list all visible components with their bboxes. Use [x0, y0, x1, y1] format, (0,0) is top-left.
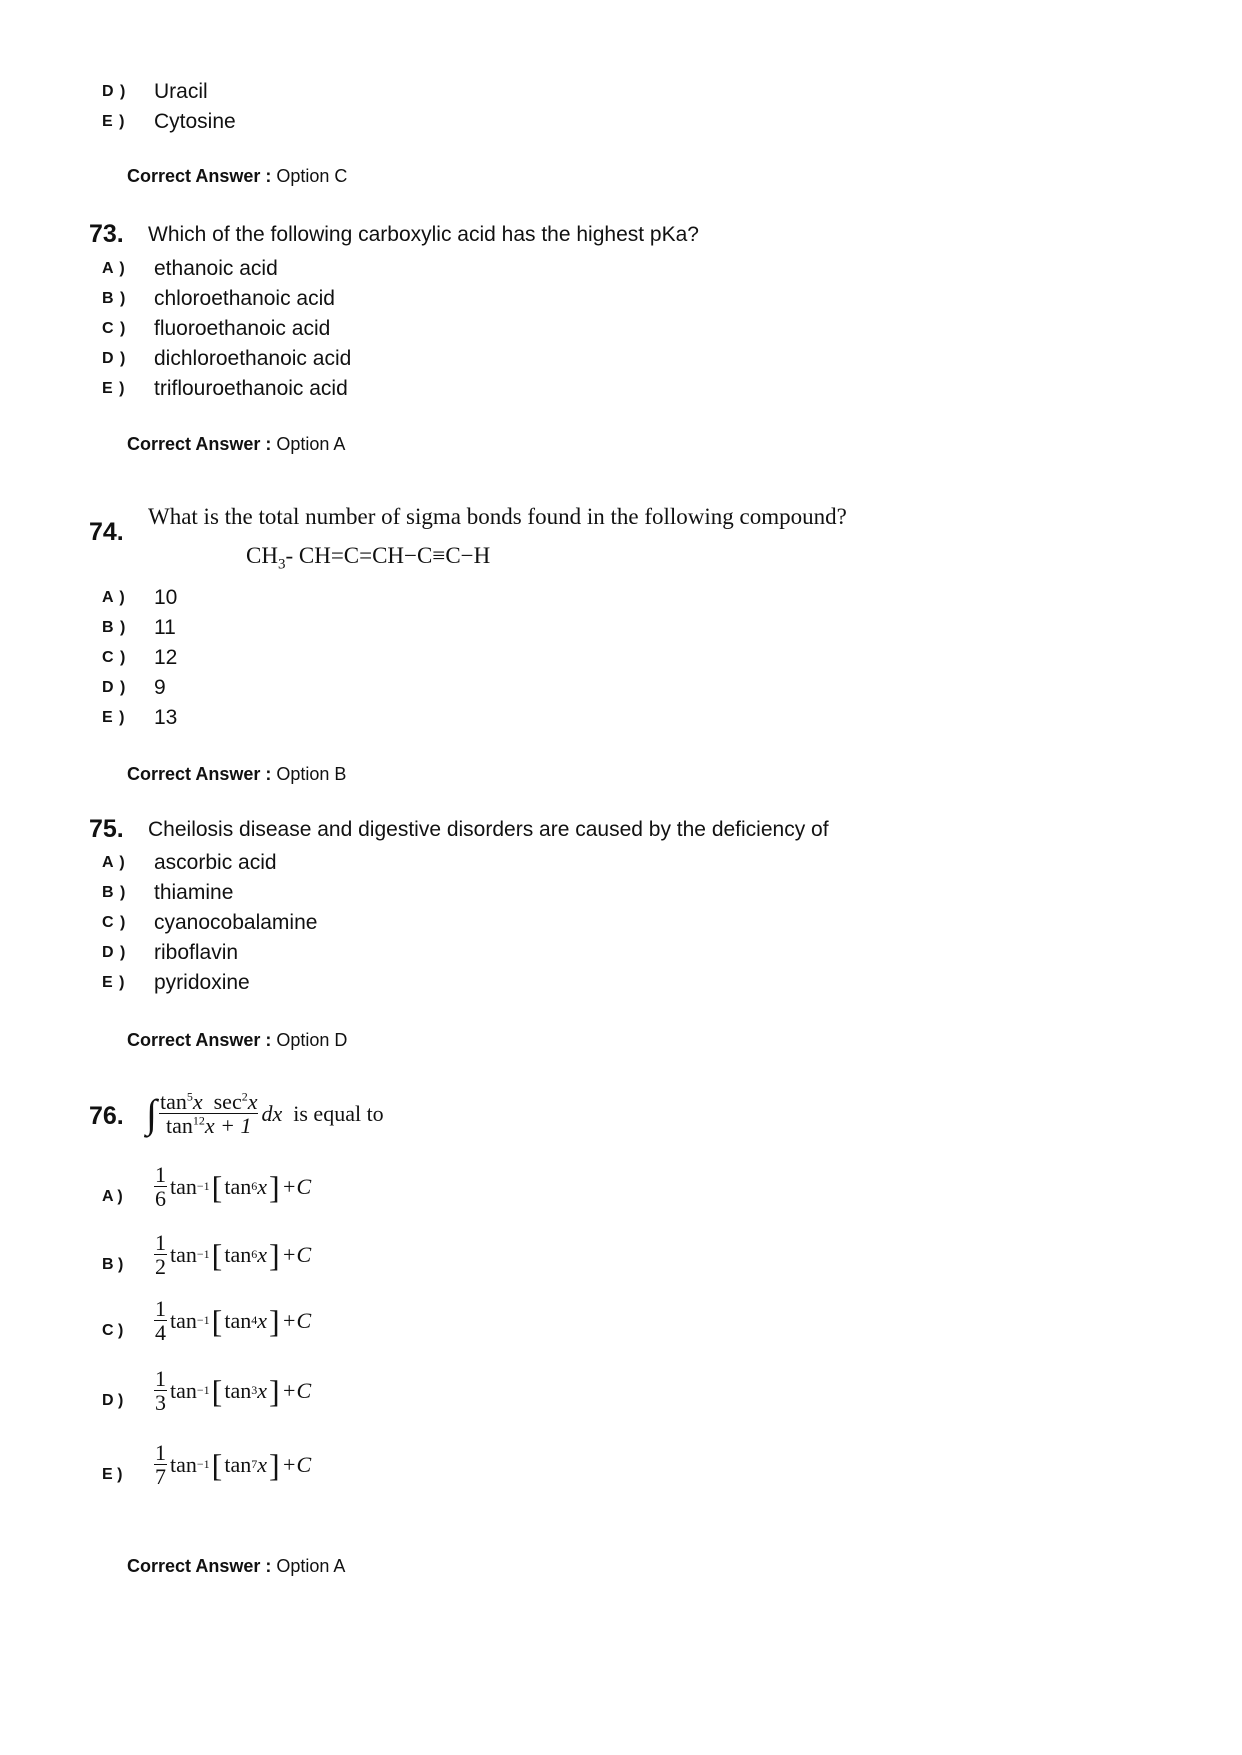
- integral-expression: ∫ $\frac{\tan^5x \sec^2x}{\tan^{12}x + 1}$ dx is equal to: [146, 1089, 384, 1139]
- correct-answer-72: Correct Answer : Option C: [127, 166, 348, 186]
- option-d: D ) riboflavin: [102, 941, 239, 964]
- option-a: A ) ascorbic acid: [102, 851, 277, 874]
- question-text-73: Which of the following carboxylic acid has the highest pKa?: [148, 223, 699, 246]
- correct-answer-73: Correct Answer : Option A: [127, 434, 346, 454]
- option-b-expression: $\frac{1}{2}$ tan −1 [ tan 6 x ] +C: [155, 1230, 312, 1280]
- option-d-expression: $\frac{1}{3}$ tan −1 [ tan 3 x ] +C: [155, 1366, 312, 1416]
- question-text-75: Cheilosis disease and digestive disorders are caused by the deficiency of: [148, 818, 829, 841]
- integrand-fraction: $\frac{\tan^5x \sec^2x}{\tan^{12}x + 1}$: [159, 1089, 258, 1139]
- correct-answer-74: Correct Answer : Option B: [127, 764, 347, 784]
- option-e-expression: $\frac{1}{7}$ tan −1 [ tan 7 x ] +C: [155, 1440, 312, 1490]
- option-e: E ) Cytosine: [102, 110, 236, 133]
- option-a-letter: A ): [102, 1188, 123, 1205]
- option-c: C ) 12: [102, 646, 178, 669]
- option-d: D ) Uracil: [102, 80, 208, 103]
- option-e: E ) 13: [102, 706, 178, 729]
- option-e: E ) pyridoxine: [102, 971, 250, 994]
- option-a: A ) ethanoic acid: [102, 257, 278, 280]
- option-b: B ) 11: [102, 616, 176, 639]
- option-c: C ) cyanocobalamine: [102, 911, 318, 934]
- option-a: A ) 10: [102, 586, 178, 609]
- option-a-expression: $\frac{1}{6}$ tan −1 [ tan 6 x ] +C: [155, 1162, 312, 1212]
- question-number-73: 73.: [89, 220, 124, 248]
- option-b-letter: B ): [102, 1256, 124, 1273]
- question-number-74: 74.: [89, 518, 124, 546]
- question-text-74: What is the total number of sigma bonds found in the following compound?: [148, 504, 847, 529]
- question-number-76: 76.: [89, 1102, 124, 1130]
- integral-sign: ∫: [146, 1091, 157, 1137]
- option-b: B ) thiamine: [102, 881, 234, 904]
- option-d: D ) dichloroethanoic acid: [102, 347, 352, 370]
- option-c: C ) fluoroethanoic acid: [102, 317, 331, 340]
- option-c-letter: C ): [102, 1322, 124, 1339]
- correct-answer-76: Correct Answer : Option A: [127, 1556, 346, 1576]
- option-d: D ) 9: [102, 676, 166, 699]
- correct-answer-75: Correct Answer : Option D: [127, 1030, 348, 1050]
- option-e: E ) triflouroethanoic acid: [102, 377, 348, 400]
- option-e-letter: E ): [102, 1466, 123, 1483]
- option-d-letter: D ): [102, 1392, 124, 1409]
- option-c-expression: $\frac{1}{4}$ tan −1 [ tan 4 x ] +C: [155, 1296, 312, 1346]
- question-number-75: 75.: [89, 815, 124, 843]
- compound-formula: $CH_3-$ CH=C=CH−C≡C−H: [246, 543, 491, 573]
- option-b: B ) chloroethanoic acid: [102, 287, 335, 310]
